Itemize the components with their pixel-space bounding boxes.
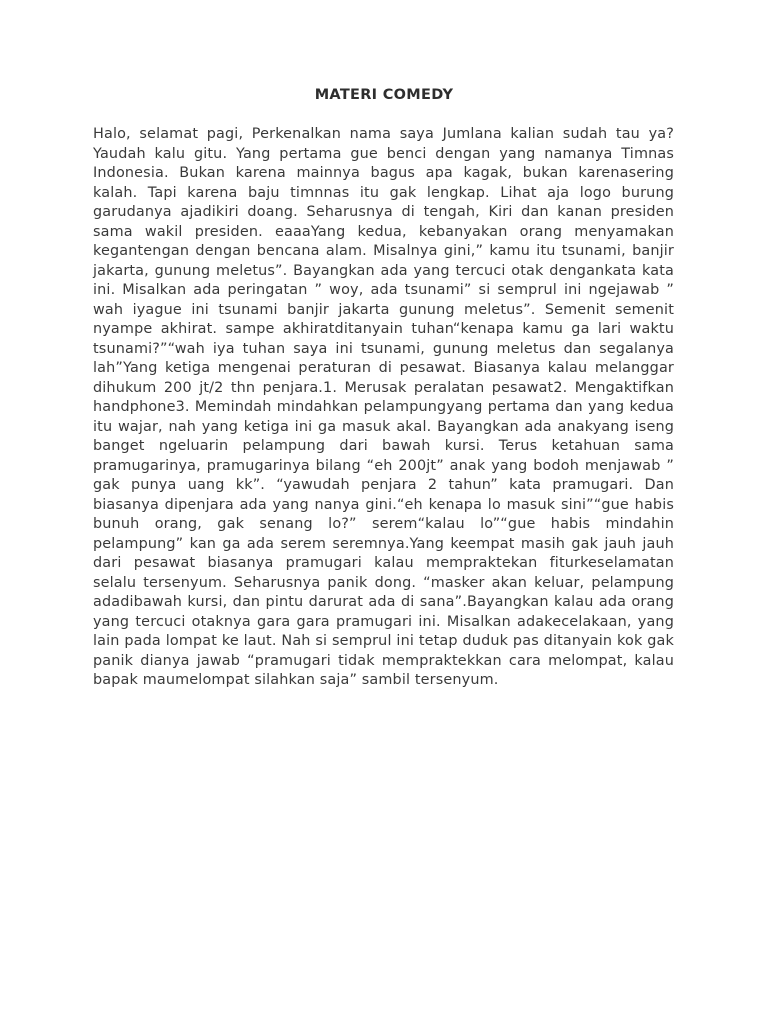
document-body-paragraph: Halo, selamat pagi, Perkenalkan nama saya Jumlana kalian sudah tau ya? Yaudah kalu gitu. Yang pertama gue benci dengan yang namanya Timnas Indonesia. Bukan karena mainnya bagus apa kagak, bukan karenasering kalah. Tapi karena baju timnnas itu gak lengkap. Lihat aja logo burung garudanya ajadikiri doang. Seharusnya di tengah, Kiri dan kanan presiden sama wakil presiden. eaaaYang kedua, kebanyakan orang menyamakan kegantengan dengan bencana alam. Misalnya gini,” kamu itu tsunami, banjir jakarta, gunung meletus”. Bayangkan ada yang tercuci otak dengankata kata ini. Misalkan ada peringatan ” woy, ada tsunami” si semprul ini ngejawab ” wah iyague ini tsunami banjir jakarta gunung meletus”. Semenit semenit nyampe akhirat. sampe akhiratditanyain tuhan“kenapa kamu ga lari waktu tsunami?”“wah iya tuhan saya ini tsunami, gunung meletus dan segalanya lah”Yang ketiga mengenai peraturan di pesawat. Biasanya kalau melanggar dihukum 200 jt/2 thn penjara.1. Merusak peralatan pesawat2. Mengaktifkan handphone3. Memindah mindahkan pelampungyang pertama dan yang kedua itu wajar, nah yang ketiga ini ga masuk akal. Bayangkan ada anakyang iseng banget ngeluarin pelampung dari bawah kursi. Terus ketahuan sama pramugarinya, pramugarinya bilang “eh 200jt” anak yang bodoh menjawab ” gak punya uang kk”. “yawudah penjara 2 tahun” kata pramugari. Dan biasanya dipenjara ada yang nanya gini.“eh kenapa lo masuk sini”“gue habis bunuh orang, gak senang lo?” serem“kalau lo”“gue habis mindahin pelampung” kan ga ada serem seremnya.Yang keempat masih gak jauh jauh dari pesawat biasanya pramugari kalau mempraktekan fiturkeselamatan selalu tersenyum. Seharusnya panik dong. “masker akan keluar, pelampung adadibawah kursi, dan pintu darurat ada di sana”.Bayangkan kalau ada orang yang tercuci otaknya gara gara pramugari ini. Misalkan adakecelakaan, yang lain pada lompat ke laut. Nah si semprul ini tetap duduk pas ditanyain kok gak panik dianya jawab “pramugari tidak mempraktekkan cara melompat, kalau bapak maumelompat silahkan saja” sambil tersenyum. (93, 126, 674, 688)
document-title: MATERI COMEDY (314, 87, 454, 103)
